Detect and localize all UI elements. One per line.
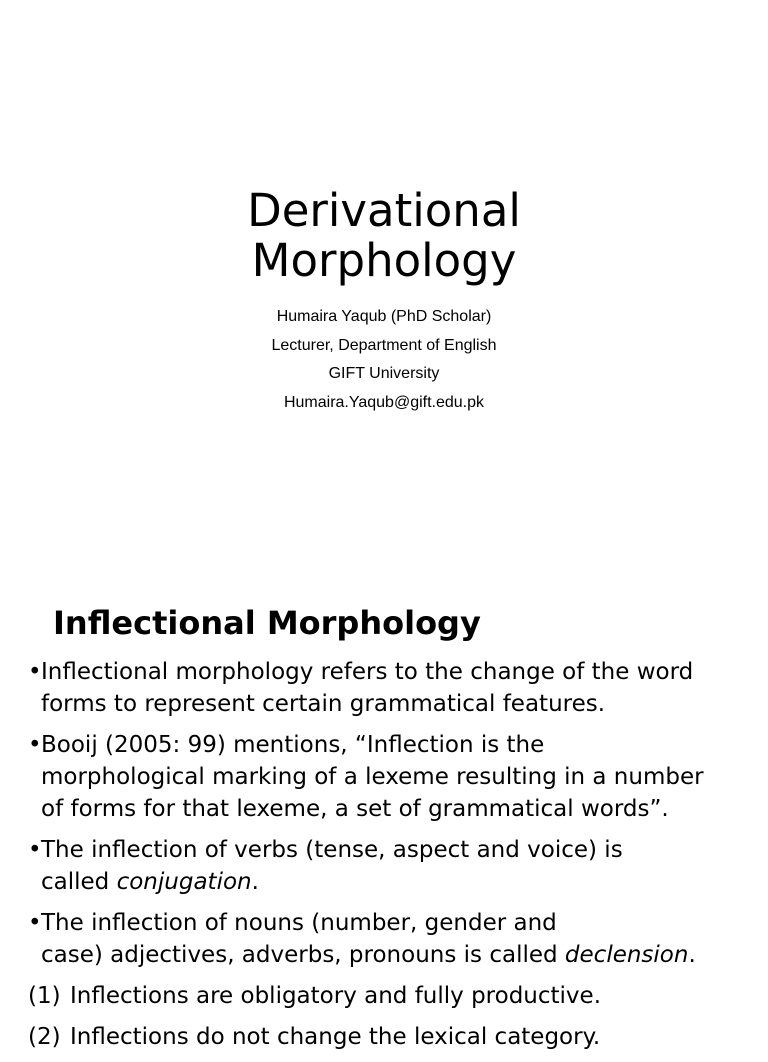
bullet-marker: • [28, 732, 42, 758]
bullet-text-line [41, 866, 748, 898]
author-position: Lecturer, Department of English [271, 336, 497, 354]
bullet-text-line: morphological marking of a lexeme resulting in a number [41, 764, 704, 790]
text-run: case) adjectives, adverbs, pronouns is called [41, 942, 565, 968]
author-institution: GIFT University [328, 365, 440, 383]
bullet-text-line: Inflectional morphology refers to the change of the word [41, 659, 694, 685]
item-number: (2) [28, 1024, 61, 1050]
bullet-marker: • [28, 837, 42, 863]
text-run: . [251, 869, 259, 895]
author-name: Humaira Yaqub (PhD Scholar) [276, 308, 492, 325]
bullet-text-line: The inflection of nouns (number, gender and [41, 910, 557, 936]
bullet-text-line: forms to represent certain grammatical features. [41, 691, 606, 717]
content-slide [0, 576, 768, 1050]
author-info [0, 303, 768, 418]
bullet-text-line: of forms for that lexeme, a set of grammatical words”. [41, 796, 669, 822]
author-email: Humaira.Yaqub@gift.edu.pk [283, 394, 485, 412]
bullet-item [28, 907, 748, 971]
slide-title: Inflectional Morphology [53, 604, 481, 642]
bullet-item [28, 834, 748, 898]
bullet-text-line: Booij (2005: 99) mentions, “Inflection is the [41, 732, 545, 758]
numbered-text: Inflections do not change the lexical category. [70, 1024, 601, 1050]
presentation-title [0, 186, 768, 286]
slide-body [28, 656, 748, 1062]
text-run: called [41, 869, 117, 895]
title-line-2: Morphology [251, 234, 517, 287]
bullet-text-line [41, 939, 748, 971]
bullet-item [28, 656, 748, 720]
text-run: . [688, 942, 696, 968]
item-number: (1) [28, 983, 61, 1009]
term-declension: declension [564, 942, 689, 968]
term-conjugation: conjugation [116, 869, 252, 895]
numbered-item [28, 1021, 748, 1053]
bullet-item [28, 729, 748, 825]
bullet-marker: • [28, 910, 42, 936]
bullet-text-line: The inflection of verbs (tense, aspect and voice) is [41, 837, 623, 863]
numbered-text: Inflections are obligatory and fully productive. [70, 983, 601, 1009]
title-line-1: Derivational [247, 184, 521, 237]
numbered-item [28, 980, 748, 1012]
bullet-marker: • [28, 659, 42, 685]
